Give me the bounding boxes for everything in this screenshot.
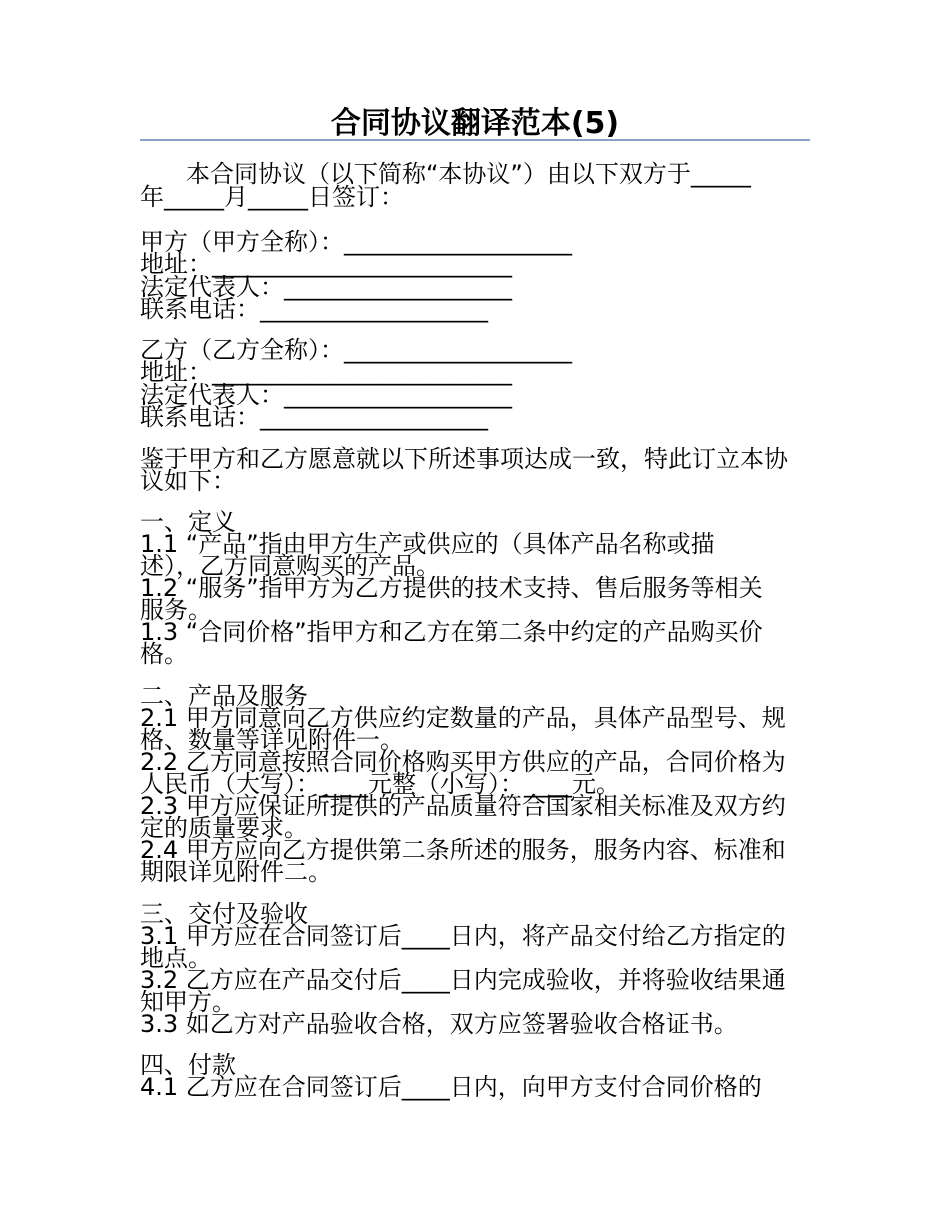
recital-line-1: 鉴于甲方和乙方愿意就以下所述事项达成一致，特此订立本协	[140, 445, 788, 473]
clause-3-3: 3.3 如乙方对产品验收合格，双方应签署验收合格证书。	[140, 1010, 738, 1038]
section-3-heading: 三、交付及验收	[140, 900, 308, 928]
clause-2-1-line-1: 2.1 甲方同意向乙方供应约定数量的产品，具体产品型号、规	[140, 704, 786, 732]
party-a-phone: 联系电话：___________________	[140, 295, 488, 323]
clause-2-2-line-2: 人民币（大写）：____元整（小写）：____元。	[140, 770, 620, 798]
clause-2-3-line-1: 2.3 甲方应保证所提供的产品质量符合国家相关标准及双方约	[140, 792, 786, 820]
section-1-heading: 一、定义	[140, 508, 236, 536]
section-4-heading: 四、付款	[140, 1051, 236, 1079]
clause-2-4-line-1: 2.4 甲方应向乙方提供第二条所述的服务，服务内容、标准和	[140, 836, 786, 864]
clause-2-1-line-2: 格、数量等详见附件一。	[140, 726, 404, 754]
clause-1-3-line-1: 1.3 “合同价格”指甲方和乙方在第二条中约定的产品购买价	[140, 618, 763, 646]
party-b-legal-rep: 法定代表人：___________________	[140, 381, 512, 409]
document-title: 合同协议翻译范本(5)	[330, 106, 620, 141]
party-b-address: 地址：_________________________	[140, 358, 512, 386]
section-2-heading: 二、产品及服务	[140, 682, 308, 710]
party-a-name: 甲方（甲方全称）：___________________	[140, 228, 572, 256]
intro-line-2: 年_____月_____日签订：	[140, 183, 404, 211]
party-b-phone: 联系电话：___________________	[140, 403, 488, 431]
clause-3-1-line-2: 地点。	[140, 944, 212, 972]
clause-1-3-line-2: 格。	[140, 640, 188, 668]
clause-3-2-line-1: 3.2 乙方应在产品交付后____日内完成验收，并将验收结果通	[140, 966, 786, 994]
clause-3-1-line-1: 3.1 甲方应在合同签订后____日内，将产品交付给乙方指定的	[140, 922, 786, 950]
party-b-name: 乙方（乙方全称）：___________________	[140, 336, 572, 364]
recital-line-2: 议如下：	[140, 467, 236, 495]
party-a-legal-rep: 法定代表人：___________________	[140, 273, 512, 301]
clause-1-1-line-2: 述），乙方同意购买的产品。	[140, 552, 440, 580]
clause-1-2-line-2: 服务。	[140, 596, 212, 624]
party-a-address: 地址：_________________________	[140, 250, 512, 278]
clause-3-2-line-2: 知甲方。	[140, 988, 236, 1016]
intro-line-1: 本合同协议（以下简称“本协议”）由以下双方于_____	[186, 160, 751, 188]
title-underline	[140, 139, 810, 141]
clause-2-3-line-2: 定的质量要求。	[140, 814, 308, 842]
clause-2-2-line-1: 2.2 乙方同意按照合同价格购买甲方供应的产品，合同价格为	[140, 748, 786, 776]
clause-4-1-line-1: 4.1 乙方应在合同签订后____日内，向甲方支付合同价格的	[140, 1073, 762, 1101]
clause-1-2-line-1: 1.2 “服务”指甲方为乙方提供的技术支持、售后服务等相关	[140, 574, 763, 602]
clause-1-1-line-1: 1.1 “产品”指由甲方生产或供应的（具体产品名称或描	[140, 530, 715, 558]
clause-2-4-line-2: 期限详见附件二。	[140, 858, 332, 886]
